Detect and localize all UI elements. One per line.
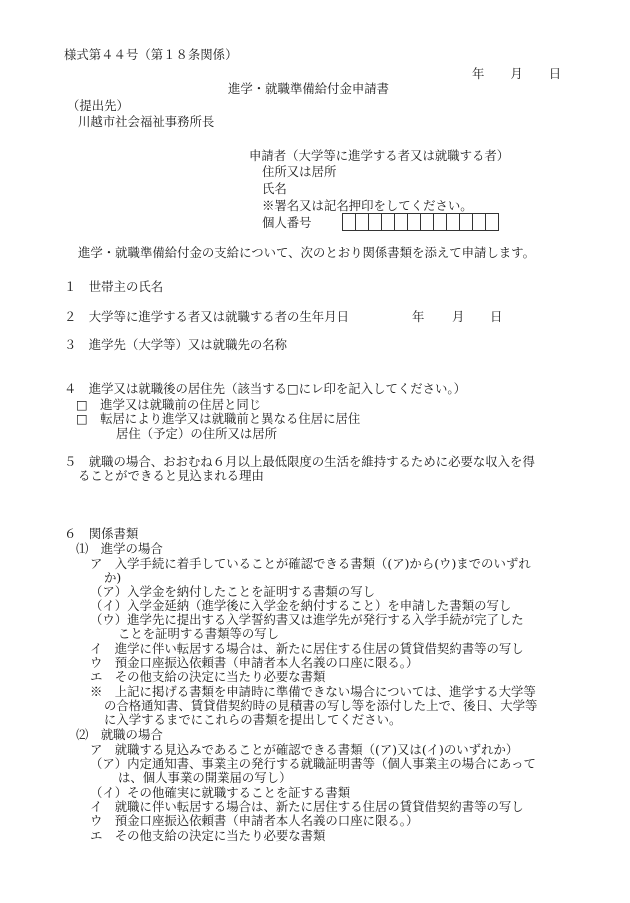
item-5-line2: ることができると見込まれる理由 xyxy=(78,468,264,483)
docs-s1-a-line1: ア 入学手続に着手していることが確認できる書類（(ア)から(ウ)までのいずれ xyxy=(90,556,531,571)
docs-s1-u: ウ 預金口座振込依頼書（申請者本人名義の口座に限る。） xyxy=(90,655,419,670)
item-3: ３ 進学先（大学等）又は就職先の名称 xyxy=(64,337,288,352)
docs-s2-a-2: （イ）その他確実に就職することを証する書類 xyxy=(90,785,351,800)
item-2-day: 日 xyxy=(490,309,503,324)
docs-s1-e: エ その他支給の決定に当たり必要な書類 xyxy=(90,669,326,684)
date-year: 年 xyxy=(472,66,485,81)
date-line xyxy=(472,66,561,82)
item-4-option-moved[interactable]: □ 転居により進学又は就職前と異なる住居に居住 xyxy=(76,411,361,426)
submit-to-label: （提出先） xyxy=(67,98,129,113)
docs-s1-a-1: （ア）入学金を納付したことを証明する書類の写し xyxy=(90,584,375,599)
id-number-digit-box[interactable] xyxy=(446,213,460,231)
docs-s1-note-line3: に入学するまでにこれらの書類を提出してください。 xyxy=(104,712,402,727)
id-number-label: 個人番号 xyxy=(262,215,312,230)
docs-s2-i: イ 就職に伴い転居する場合は、新たに居住する住居の賃貸借契約書等の写し xyxy=(90,799,524,814)
docs-section-1: ⑴ 進学の場合 xyxy=(76,541,163,556)
id-number-digit-box[interactable] xyxy=(342,213,356,231)
id-number-digit-box[interactable] xyxy=(485,213,499,231)
docs-s1-a-3-line2: ことを証明する書類等の写し xyxy=(118,626,280,641)
intro-text: 進学・就職準備給付金の支給について、次のとおり関係書類を添えて申請します。 xyxy=(78,245,535,260)
id-number-digit-box[interactable] xyxy=(420,213,434,231)
applicant-name-label: 氏名 xyxy=(262,181,287,196)
date-day: 日 xyxy=(548,66,562,81)
docs-section-2: ⑵ 就職の場合 xyxy=(76,727,163,742)
submit-to: 川越市社会福祉事務所長 xyxy=(78,114,215,129)
id-number-digit-box[interactable] xyxy=(368,213,382,231)
docs-s2-a-1-line2: は、個人事業の開業届の写し） xyxy=(118,770,292,785)
docs-s1-note-line2: の合格通知書、賃貸借契約時の見積書の写し等を添付した上で、後日、大学等 xyxy=(104,698,538,713)
id-number-boxes[interactable] xyxy=(343,213,499,231)
docs-s1-note-line1: ※ 上記に掲げる書類を申請時に準備できない場合については、進学する大学等 xyxy=(90,684,536,699)
docs-s2-u: ウ 預金口座振込依頼書（申請者本人名義の口座に限る。） xyxy=(90,813,419,828)
id-number-digit-box[interactable] xyxy=(394,213,408,231)
item-6: ６ 関係書類 xyxy=(64,526,139,541)
seal-note: ※署名又は記名押印をしてください。 xyxy=(262,198,473,213)
item-2-year: 年 xyxy=(412,309,425,324)
docs-s2-a: ア 就職する見込みであることが確認できる書類（(ア)又は(イ)のいずれか） xyxy=(90,742,519,757)
applicant-label: 申請者（大学等に進学する者又は就職する者） xyxy=(249,148,510,163)
docs-s1-i: イ 進学に伴い転居する場合は、新たに居住する住居の賃貸借契約書等の写し xyxy=(90,641,524,656)
applicant-address-label: 住所又は居所 xyxy=(262,164,337,179)
item-1: １ 世帯主の氏名 xyxy=(64,279,164,294)
id-number-digit-box[interactable] xyxy=(381,213,395,231)
id-number-digit-box[interactable] xyxy=(433,213,447,231)
docs-s2-e: エ その他支給の決定に当たり必要な書類 xyxy=(90,828,326,843)
item-4-new-address-label: 居住（予定）の住所又は居所 xyxy=(116,426,278,441)
docs-s1-a-line2: か) xyxy=(104,570,122,585)
docs-s1-a-3-line1: （ウ）進学先に提出する入学誓約書又は進学先が発行する入学手続が完了した xyxy=(90,612,524,627)
item-4: ４ 進学又は就職後の居住先（該当する□にレ印を記入してください。） xyxy=(64,381,467,396)
form-number: 様式第４４号（第１８条関係） xyxy=(64,47,238,62)
form-title: 進学・就職準備給付金申請書 xyxy=(228,81,390,96)
docs-s1-a-2: （イ）入学金延納（進学後に入学金を納付すること）を申請した書類の写し xyxy=(90,598,512,613)
item-5-line1: ５ 就職の場合、おおむね６月以上最低限度の生活を維持するために必要な収入を得 xyxy=(64,454,535,469)
date-month: 月 xyxy=(510,66,523,81)
id-number-digit-box[interactable] xyxy=(407,213,421,231)
item-2-month: 月 xyxy=(452,309,465,324)
id-number-digit-box[interactable] xyxy=(459,213,473,231)
id-number-digit-box[interactable] xyxy=(355,213,369,231)
id-number-digit-box[interactable] xyxy=(472,213,486,231)
item-4-option-same[interactable]: □ 進学又は就職前の住居と同じ xyxy=(76,397,262,412)
docs-s2-a-1-line1: （ア）内定通知書、事業主の発行する就職証明書等（個人事業主の場合にあって xyxy=(90,756,536,771)
item-2: ２ 大学等に進学する者又は就職する者の生年月日 xyxy=(64,309,349,324)
